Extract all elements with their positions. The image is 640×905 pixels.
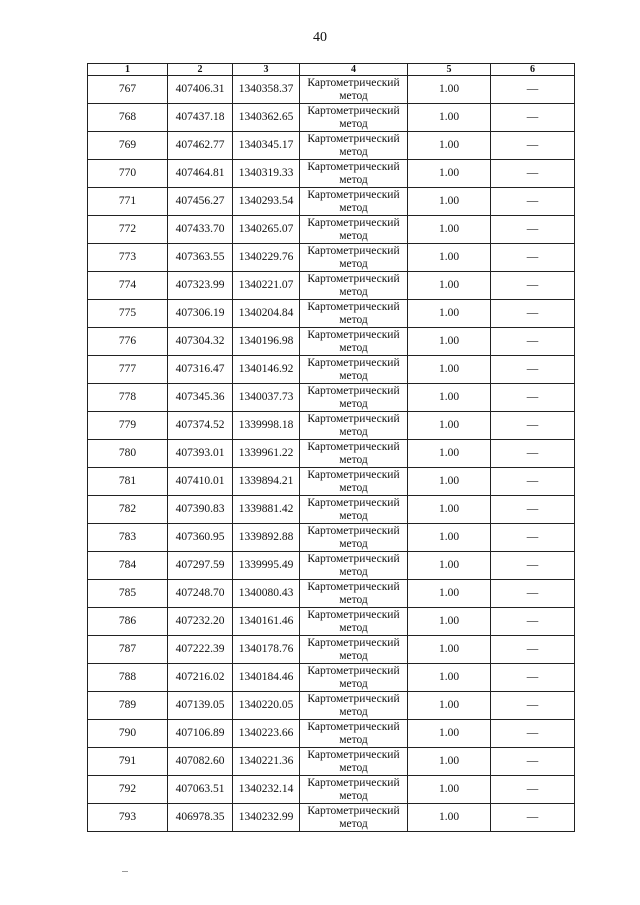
- method-cell: Картометрический метод: [300, 748, 408, 776]
- table-header-row: [88, 64, 575, 76]
- y-coordinate-cell: 1339881.42: [233, 496, 300, 524]
- table-row: [88, 300, 575, 328]
- table-row: [88, 776, 575, 804]
- point-number-cell: 782: [88, 496, 168, 524]
- x-coordinate-cell: 407374.52: [168, 412, 233, 440]
- point-number-cell: 790: [88, 720, 168, 748]
- y-coordinate-cell: 1340345.17: [233, 132, 300, 160]
- method-cell: Картометрический метод: [300, 412, 408, 440]
- accuracy-cell: 1.00: [408, 636, 491, 664]
- method-cell: Картометрический метод: [300, 580, 408, 608]
- point-number-cell: 786: [88, 608, 168, 636]
- method-cell: Картометрический метод: [300, 328, 408, 356]
- note-cell: —: [491, 132, 575, 160]
- accuracy-cell: 1.00: [408, 720, 491, 748]
- x-coordinate-cell: 407323.99: [168, 272, 233, 300]
- point-number-cell: 769: [88, 132, 168, 160]
- y-coordinate-cell: 1340146.92: [233, 356, 300, 384]
- y-coordinate-cell: 1340178.76: [233, 636, 300, 664]
- y-coordinate-cell: 1339998.18: [233, 412, 300, 440]
- point-number-cell: 776: [88, 328, 168, 356]
- x-coordinate-cell: 407360.95: [168, 524, 233, 552]
- y-coordinate-cell: 1340319.33: [233, 160, 300, 188]
- method-cell: Картометрический метод: [300, 664, 408, 692]
- table-body: [88, 76, 575, 832]
- method-cell: Картометрический метод: [300, 160, 408, 188]
- note-cell: —: [491, 636, 575, 664]
- note-cell: —: [491, 356, 575, 384]
- accuracy-cell: 1.00: [408, 552, 491, 580]
- y-coordinate-cell: 1339894.21: [233, 468, 300, 496]
- x-coordinate-cell: 406978.35: [168, 804, 233, 832]
- point-number-cell: 780: [88, 440, 168, 468]
- table-row: [88, 580, 575, 608]
- method-cell: Картометрический метод: [300, 384, 408, 412]
- accuracy-cell: 1.00: [408, 160, 491, 188]
- table-row: [88, 748, 575, 776]
- note-cell: —: [491, 580, 575, 608]
- page-number: 40: [313, 30, 327, 45]
- accuracy-cell: 1.00: [408, 356, 491, 384]
- note-cell: —: [491, 272, 575, 300]
- method-cell: Картометрический метод: [300, 524, 408, 552]
- x-coordinate-cell: 407406.31: [168, 76, 233, 104]
- note-cell: —: [491, 300, 575, 328]
- note-cell: —: [491, 328, 575, 356]
- column-header: 4: [300, 64, 408, 76]
- accuracy-cell: 1.00: [408, 468, 491, 496]
- x-coordinate-cell: 407316.47: [168, 356, 233, 384]
- note-cell: —: [491, 412, 575, 440]
- point-number-cell: 784: [88, 552, 168, 580]
- table-row: [88, 132, 575, 160]
- x-coordinate-cell: 407464.81: [168, 160, 233, 188]
- x-coordinate-cell: 407139.05: [168, 692, 233, 720]
- x-coordinate-cell: 407433.70: [168, 216, 233, 244]
- accuracy-cell: 1.00: [408, 804, 491, 832]
- note-cell: —: [491, 552, 575, 580]
- x-coordinate-cell: 407437.18: [168, 104, 233, 132]
- table-row: [88, 356, 575, 384]
- accuracy-cell: 1.00: [408, 692, 491, 720]
- x-coordinate-cell: 407304.32: [168, 328, 233, 356]
- y-coordinate-cell: 1340221.07: [233, 272, 300, 300]
- point-number-cell: 785: [88, 580, 168, 608]
- note-cell: —: [491, 188, 575, 216]
- table-row: [88, 216, 575, 244]
- point-number-cell: 791: [88, 748, 168, 776]
- point-number-cell: 770: [88, 160, 168, 188]
- y-coordinate-cell: 1340161.46: [233, 608, 300, 636]
- point-number-cell: 788: [88, 664, 168, 692]
- table-row: [88, 76, 575, 104]
- accuracy-cell: 1.00: [408, 412, 491, 440]
- method-cell: Картометрический метод: [300, 776, 408, 804]
- point-number-cell: 771: [88, 188, 168, 216]
- point-number-cell: 773: [88, 244, 168, 272]
- column-header: 1: [88, 64, 168, 76]
- method-cell: Картометрический метод: [300, 188, 408, 216]
- column-header: 2: [168, 64, 233, 76]
- table-row: [88, 104, 575, 132]
- method-cell: Картометрический метод: [300, 804, 408, 832]
- x-coordinate-cell: 407456.27: [168, 188, 233, 216]
- y-coordinate-cell: 1340265.07: [233, 216, 300, 244]
- method-cell: Картометрический метод: [300, 720, 408, 748]
- method-cell: Картометрический метод: [300, 356, 408, 384]
- accuracy-cell: 1.00: [408, 132, 491, 160]
- method-cell: Картометрический метод: [300, 496, 408, 524]
- note-cell: —: [491, 244, 575, 272]
- note-cell: —: [491, 664, 575, 692]
- y-coordinate-cell: 1340229.76: [233, 244, 300, 272]
- table-row: [88, 720, 575, 748]
- column-header: 6: [491, 64, 575, 76]
- x-coordinate-cell: 407390.83: [168, 496, 233, 524]
- note-cell: —: [491, 160, 575, 188]
- table-row: [88, 552, 575, 580]
- point-number-cell: 787: [88, 636, 168, 664]
- table-row: [88, 692, 575, 720]
- method-cell: Картометрический метод: [300, 132, 408, 160]
- point-number-cell: 778: [88, 384, 168, 412]
- point-number-cell: 774: [88, 272, 168, 300]
- table-row: [88, 188, 575, 216]
- method-cell: Картометрический метод: [300, 608, 408, 636]
- y-coordinate-cell: 1340232.14: [233, 776, 300, 804]
- note-cell: —: [491, 440, 575, 468]
- method-cell: Картометрический метод: [300, 216, 408, 244]
- x-coordinate-cell: 407297.59: [168, 552, 233, 580]
- method-cell: Картометрический метод: [300, 300, 408, 328]
- accuracy-cell: 1.00: [408, 216, 491, 244]
- note-cell: —: [491, 776, 575, 804]
- method-cell: Картометрический метод: [300, 104, 408, 132]
- table-row: [88, 636, 575, 664]
- coordinates-table: [87, 63, 575, 832]
- accuracy-cell: 1.00: [408, 328, 491, 356]
- method-cell: Картометрический метод: [300, 244, 408, 272]
- y-coordinate-cell: 1340362.65: [233, 104, 300, 132]
- table-row: [88, 328, 575, 356]
- y-coordinate-cell: 1340220.05: [233, 692, 300, 720]
- y-coordinate-cell: 1340358.37: [233, 76, 300, 104]
- accuracy-cell: 1.00: [408, 524, 491, 552]
- accuracy-cell: 1.00: [408, 608, 491, 636]
- x-coordinate-cell: 407393.01: [168, 440, 233, 468]
- x-coordinate-cell: 407345.36: [168, 384, 233, 412]
- accuracy-cell: 1.00: [408, 104, 491, 132]
- accuracy-cell: 1.00: [408, 440, 491, 468]
- x-coordinate-cell: 407063.51: [168, 776, 233, 804]
- accuracy-cell: 1.00: [408, 272, 491, 300]
- point-number-cell: 793: [88, 804, 168, 832]
- point-number-cell: 789: [88, 692, 168, 720]
- point-number-cell: 777: [88, 356, 168, 384]
- method-cell: Картометрический метод: [300, 636, 408, 664]
- table-row: [88, 468, 575, 496]
- x-coordinate-cell: 407410.01: [168, 468, 233, 496]
- column-header: 5: [408, 64, 491, 76]
- table-row: [88, 244, 575, 272]
- accuracy-cell: 1.00: [408, 496, 491, 524]
- x-coordinate-cell: 407306.19: [168, 300, 233, 328]
- point-number-cell: 779: [88, 412, 168, 440]
- method-cell: Картометрический метод: [300, 272, 408, 300]
- accuracy-cell: 1.00: [408, 300, 491, 328]
- accuracy-cell: 1.00: [408, 76, 491, 104]
- y-coordinate-cell: 1339892.88: [233, 524, 300, 552]
- method-cell: Картометрический метод: [300, 440, 408, 468]
- x-coordinate-cell: 407363.55: [168, 244, 233, 272]
- point-number-cell: 783: [88, 524, 168, 552]
- accuracy-cell: 1.00: [408, 384, 491, 412]
- note-cell: —: [491, 524, 575, 552]
- note-cell: —: [491, 76, 575, 104]
- x-coordinate-cell: 407082.60: [168, 748, 233, 776]
- y-coordinate-cell: 1340196.98: [233, 328, 300, 356]
- table-row: [88, 440, 575, 468]
- point-number-cell: 768: [88, 104, 168, 132]
- point-number-cell: 775: [88, 300, 168, 328]
- note-cell: —: [491, 804, 575, 832]
- column-header: 3: [233, 64, 300, 76]
- table-row: [88, 496, 575, 524]
- method-cell: Картометрический метод: [300, 76, 408, 104]
- x-coordinate-cell: 407222.39: [168, 636, 233, 664]
- note-cell: —: [491, 468, 575, 496]
- table-row: [88, 384, 575, 412]
- note-cell: —: [491, 692, 575, 720]
- table-row: [88, 272, 575, 300]
- note-cell: —: [491, 216, 575, 244]
- table-row: [88, 608, 575, 636]
- y-coordinate-cell: 1340080.43: [233, 580, 300, 608]
- y-coordinate-cell: 1340293.54: [233, 188, 300, 216]
- x-coordinate-cell: 407216.02: [168, 664, 233, 692]
- point-number-cell: 772: [88, 216, 168, 244]
- method-cell: Картометрический метод: [300, 468, 408, 496]
- y-coordinate-cell: 1340184.46: [233, 664, 300, 692]
- table-row: [88, 160, 575, 188]
- y-coordinate-cell: 1340204.84: [233, 300, 300, 328]
- x-coordinate-cell: 407248.70: [168, 580, 233, 608]
- x-coordinate-cell: 407232.20: [168, 608, 233, 636]
- y-coordinate-cell: 1340221.36: [233, 748, 300, 776]
- note-cell: —: [491, 748, 575, 776]
- y-coordinate-cell: 1340223.66: [233, 720, 300, 748]
- note-cell: —: [491, 496, 575, 524]
- x-coordinate-cell: 407106.89: [168, 720, 233, 748]
- accuracy-cell: 1.00: [408, 664, 491, 692]
- note-cell: —: [491, 384, 575, 412]
- point-number-cell: 767: [88, 76, 168, 104]
- table-row: [88, 804, 575, 832]
- point-number-cell: 781: [88, 468, 168, 496]
- accuracy-cell: 1.00: [408, 244, 491, 272]
- scan-mark: [122, 871, 128, 872]
- note-cell: —: [491, 104, 575, 132]
- x-coordinate-cell: 407462.77: [168, 132, 233, 160]
- y-coordinate-cell: 1340232.99: [233, 804, 300, 832]
- note-cell: —: [491, 608, 575, 636]
- accuracy-cell: 1.00: [408, 580, 491, 608]
- accuracy-cell: 1.00: [408, 776, 491, 804]
- table-row: [88, 412, 575, 440]
- table-row: [88, 664, 575, 692]
- point-number-cell: 792: [88, 776, 168, 804]
- y-coordinate-cell: 1340037.73: [233, 384, 300, 412]
- y-coordinate-cell: 1339961.22: [233, 440, 300, 468]
- accuracy-cell: 1.00: [408, 748, 491, 776]
- accuracy-cell: 1.00: [408, 188, 491, 216]
- note-cell: —: [491, 720, 575, 748]
- table-row: [88, 524, 575, 552]
- y-coordinate-cell: 1339995.49: [233, 552, 300, 580]
- method-cell: Картометрический метод: [300, 692, 408, 720]
- method-cell: Картометрический метод: [300, 552, 408, 580]
